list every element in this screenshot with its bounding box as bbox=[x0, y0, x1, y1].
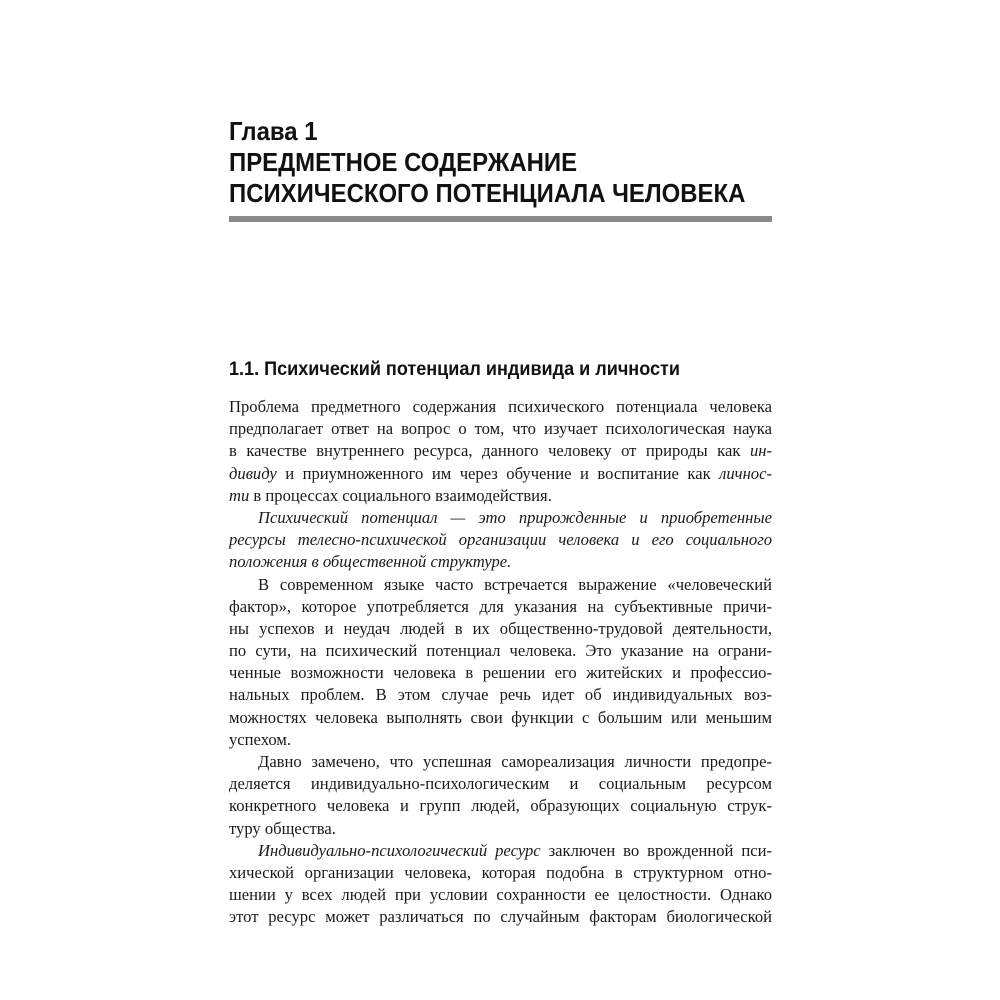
text-line: ны успехов и неудач людей в их общественно-трудовой деятельности, bbox=[229, 618, 772, 638]
italic-term: ти bbox=[229, 485, 250, 505]
text-line: В современном языке часто встречается выражение «человеческий bbox=[258, 574, 772, 594]
text-line: хической организации человека, которая подобна в структурном отно- bbox=[229, 862, 772, 882]
text-run: в процессах социального взаимодействия. bbox=[249, 485, 552, 505]
italic-term: личнос- bbox=[719, 463, 772, 483]
text-line bbox=[229, 463, 772, 485]
text-line: предполагает ответ на вопрос о том, что изучает психологическая наука bbox=[229, 419, 772, 439]
chapter-divider bbox=[229, 216, 772, 222]
text-line: можностях человека выполнять свои функции с большим или меньшим bbox=[229, 707, 772, 727]
text-line: туру общества. bbox=[229, 818, 336, 838]
text-line: шении у всех людей при условии сохранности ее целостности. Однако bbox=[229, 885, 772, 905]
italic-term: дивиду bbox=[229, 463, 277, 483]
text-line bbox=[229, 840, 772, 862]
text-line: этот ресурс может различаться по случайным факторам биологической bbox=[229, 907, 772, 927]
text-line: ченные возможности человека в решении его житейских и профессио- bbox=[229, 663, 772, 683]
text-run: заключен во врожденной пси- bbox=[540, 840, 772, 860]
text-run: и приумноженного им через обучение и воспитание как bbox=[276, 463, 720, 483]
chapter-title-line-2: ПСИХИЧЕСКОГО ПОТЕНЦИАЛА ЧЕЛОВЕКА bbox=[229, 178, 746, 208]
text-line: по сути, на психический потенциал человека. Это указание на ограни- bbox=[229, 641, 772, 661]
section-heading: 1.1. Психический потенциал индивида и личности bbox=[229, 359, 680, 380]
chapter-heading bbox=[229, 116, 744, 209]
definition-line: ресурсы телесно-психической организации человека и его социального bbox=[229, 530, 772, 550]
text-run: в качестве внутреннего ресурса, данного человеку от природы как bbox=[229, 441, 750, 461]
text-line bbox=[229, 440, 772, 462]
chapter-label: Глава 1 bbox=[229, 116, 318, 146]
text-line: Давно замечено, что успешная самореализация личности предопре- bbox=[258, 752, 772, 771]
chapter-title-line-1: ПРЕДМЕТНОЕ СОДЕРЖАНИЕ bbox=[229, 147, 578, 177]
text-line: конкретного человека и групп людей, образующих социальную струк- bbox=[229, 796, 772, 816]
text-line: успехом. bbox=[229, 729, 291, 749]
definition-line: положения в общественной структуре. bbox=[229, 552, 512, 572]
definition-line: Психический потенциал — это прирожденные и приобретенные bbox=[258, 507, 772, 527]
text-line: деляется индивидуально-психологическим и социальным ресурсом bbox=[229, 774, 772, 794]
body-text bbox=[229, 396, 772, 929]
text-line: фактор», которое употребляется для указания на субъективные причи- bbox=[229, 596, 772, 616]
italic-term: Индивидуально-психологический ресурс bbox=[258, 840, 541, 860]
italic-term: ин- bbox=[749, 441, 772, 461]
text-line: Проблема предметного содержания психического потенциала человека bbox=[229, 397, 772, 416]
text-line: нальных проблем. В этом случае речь идет об индивидуальных воз- bbox=[229, 685, 772, 705]
text-line bbox=[229, 485, 772, 507]
